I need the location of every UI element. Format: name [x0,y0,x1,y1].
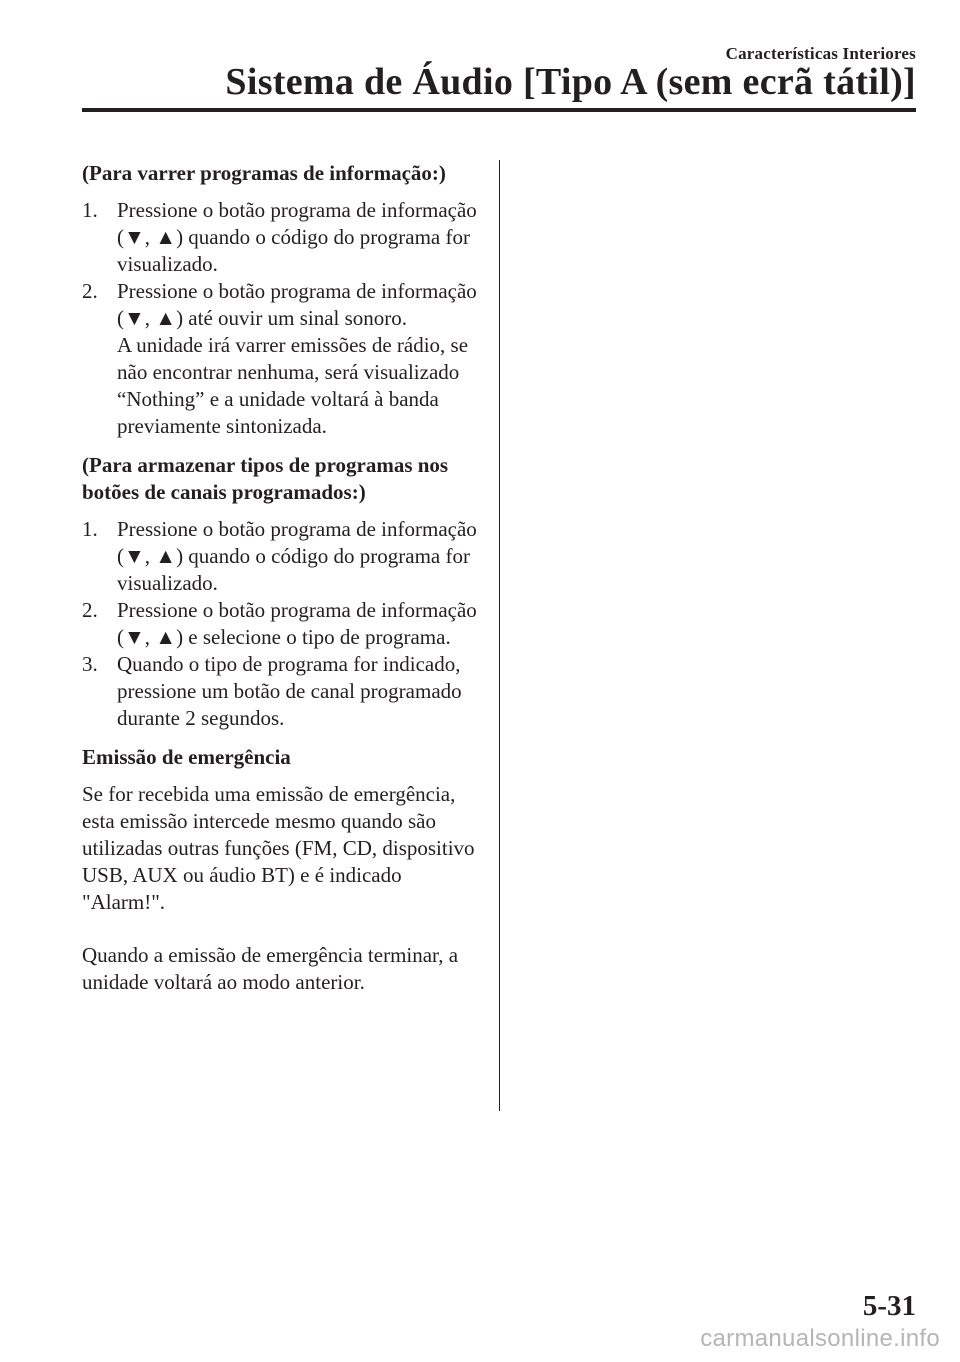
step-number: 2. [82,598,98,622]
main-column [82,160,477,1022]
step-number: 1. [82,198,98,222]
step-number: 1. [82,517,98,541]
step-number: 2. [82,279,98,303]
header-rule [82,108,916,112]
emergency-paragraph: Se for recebida uma emissão de emergência, esta emissão intercede mesmo quando são utilizadas outras funções (FM, CD, dispositivo USB, AUX ou áudio BT) e é indicado "Alarm!". [82,782,475,914]
step-text: Quando o tipo de programa for indicado, pressione um botão de canal programado durante 2 segundos. [117,652,462,730]
step-note: A unidade irá varrer emissões de rádio, se não encontrar nenhuma, será visualizado “Nothing” e a unidade voltará à banda previamente sintonizada. [117,333,469,438]
store-heading: (Para armazenar tipos de programas nos botões de canais programados:) [82,453,449,504]
scan-steps [82,197,477,440]
watermark: carmanualsonline.info [700,1325,940,1352]
step-text: Pressione o botão programa de informação (▼, ▲) quando o código do programa for visualizado. [117,198,477,276]
step-text: Pressione o botão programa de informação (▼, ▲) até ouvir um sinal sonoro. [117,279,477,330]
emergency-paragraph: Quando a emissão de emergência terminar, a unidade voltará ao modo anterior. [82,943,459,994]
list-item [82,516,477,597]
list-item [82,597,477,651]
column-divider [499,160,500,1111]
list-item [82,197,477,278]
step-text: Pressione o botão programa de informação (▼, ▲) quando o código do programa for visualizado. [117,517,477,595]
emergency-heading: Emissão de emergência [82,745,291,769]
list-item [82,278,477,440]
store-steps [82,516,477,732]
page-title: Sistema de Áudio [Tipo A (sem ecrã tátil)] [225,61,916,103]
step-number: 3. [82,652,98,676]
list-item [82,651,477,732]
page-number: 5-31 [862,1290,916,1322]
scan-heading: (Para varrer programas de informação:) [82,161,446,185]
step-text: Pressione o botão programa de informação (▼, ▲) e selecione o tipo de programa. [117,598,477,649]
section-label: Características Interiores [725,44,916,63]
